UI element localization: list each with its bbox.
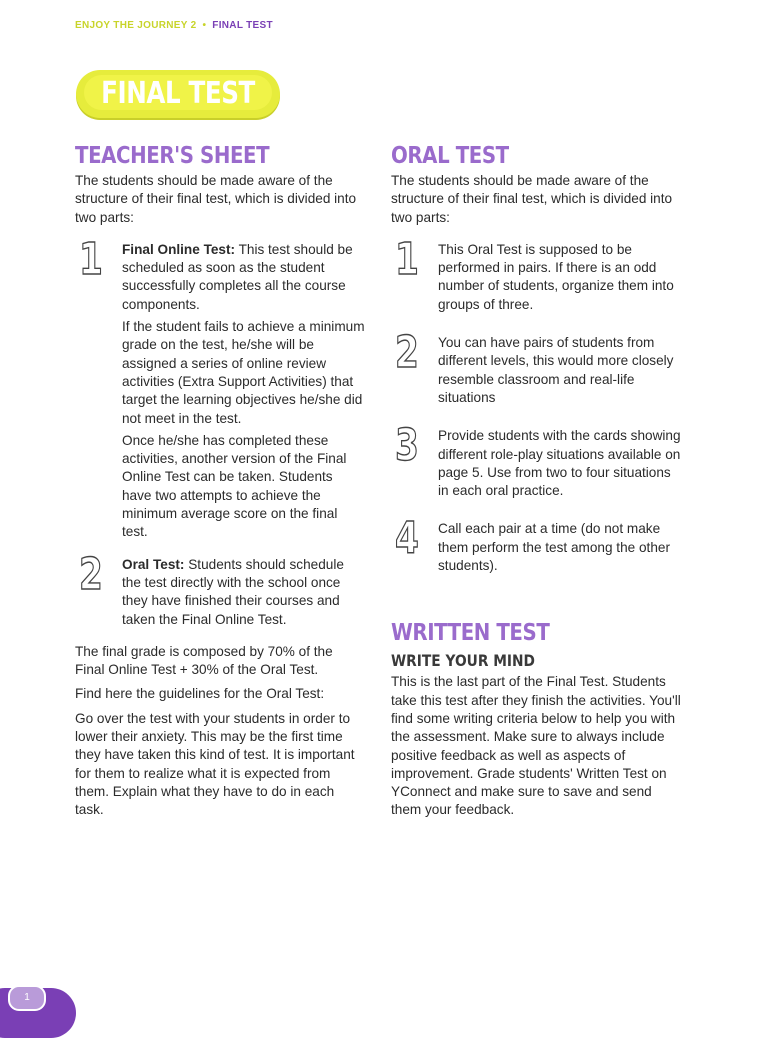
teacher-item-1-p3: Once he/she has completed these activities, another version of the Final Online Test can be taken. Students have two attempts to achieve the minimum average score on the final test. bbox=[122, 432, 347, 540]
teachers-sheet-column bbox=[75, 140, 365, 820]
teacher-item-1-p2: If the student fails to achieve a minimum grade on the test, he/she will be assigned a series of online review activities (Extra Support Activities) that target the learning objectives he/she did not meet in the test. bbox=[122, 319, 365, 426]
running-header bbox=[75, 20, 273, 31]
teachers-intro: The students should be made aware of the structure of their final test, which is divided into two parts: bbox=[75, 173, 357, 225]
guidelines-note: Find here the guidelines for the Oral Test: bbox=[75, 686, 325, 702]
oral-test-column bbox=[391, 140, 681, 820]
book-title: ENJOY THE JOURNEY 2 bbox=[75, 20, 197, 31]
number-2-icon: 2 bbox=[395, 327, 419, 379]
teacher-item-2-text: Oral Test: Students should schedule the test directly with the school once they have finished their courses and taken the Final Online Test. bbox=[122, 556, 344, 627]
oral-item-2-text: You can have pairs of students from different levels, this would more closely resemble classroom and real-life situations bbox=[438, 335, 674, 405]
section-title: FINAL TEST bbox=[212, 20, 273, 31]
number-2-icon: 2 bbox=[79, 548, 103, 600]
oral-item-2 bbox=[391, 327, 681, 407]
oral-item-1 bbox=[391, 233, 681, 314]
go-over-text: Go over the test with your students in order to lower their anxiety. This may be the first time they have taken this kind of test. It is important for them to realize what it is expected from them. Explain what they have to do in each task. bbox=[75, 710, 355, 818]
number-4-icon: 4 bbox=[395, 513, 419, 565]
written-test-heading: WRITTEN TEST bbox=[391, 620, 550, 647]
oral-item-1-text: This Oral Test is supposed to be performed in pairs. If there is an odd number of students, organize them into groups of three. bbox=[438, 241, 674, 312]
oral-intro: The students should be made aware of the structure of their final test, which is divided into two parts: bbox=[391, 173, 673, 225]
grade-composition: The final grade is composed by 70% of the Final Online Test + 30% of the Oral Test. bbox=[75, 643, 333, 678]
number-1-icon: 1 bbox=[395, 233, 419, 285]
number-3-icon: 3 bbox=[395, 420, 419, 472]
oral-item-3 bbox=[391, 420, 681, 500]
write-your-mind-heading: WRITE YOUR MIND bbox=[391, 651, 535, 671]
badge-title: FINAL TEST bbox=[101, 76, 255, 111]
page-number: 1 bbox=[8, 985, 46, 1011]
final-test-badge bbox=[76, 70, 280, 118]
teachers-sheet-heading: TEACHER'S SHEET bbox=[75, 143, 270, 169]
oral-item-4 bbox=[391, 513, 681, 575]
oral-item-4-text: Call each pair at a time (do not make them perform the test among the other students). bbox=[438, 521, 670, 574]
header-separator: • bbox=[202, 20, 207, 31]
teacher-item-1-text: Final Online Test: This test should be scheduled as soon as the student successfully completes all the course components. bbox=[122, 241, 353, 312]
oral-item-3-text: Provide students with the cards showing different role-play situations available on page 5. Use from two to four situations in each oral practice. bbox=[438, 428, 681, 499]
number-1-icon: 1 bbox=[79, 233, 103, 285]
written-test-text: This is the last part of the Final Test. Students take this test after they finish the activities. You'll find some writing criteria below to help you with the assessment. Make sure to always include positive feedback as well as aspects of improvement. Grade students' Written Test on YConnect and make sure to save and send them your feedback. bbox=[391, 674, 681, 818]
teacher-item-1 bbox=[75, 233, 365, 542]
teacher-item-2 bbox=[75, 548, 365, 629]
page-number-tab bbox=[0, 988, 76, 1038]
oral-test-heading: ORAL TEST bbox=[391, 143, 509, 169]
